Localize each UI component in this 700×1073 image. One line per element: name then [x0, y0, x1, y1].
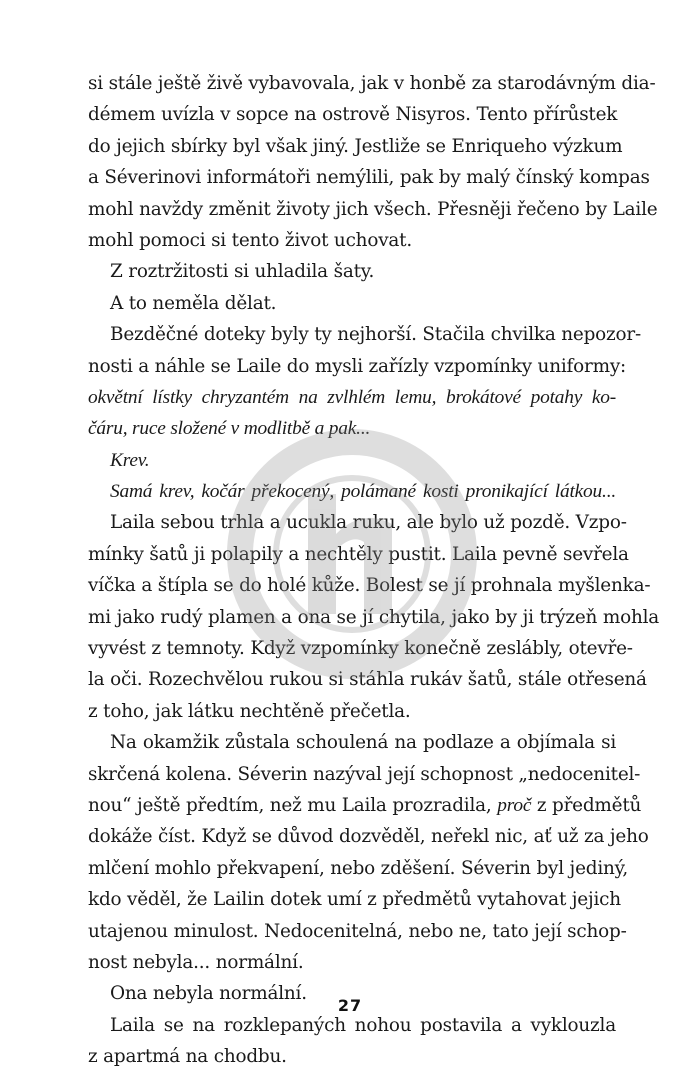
body-text — [88, 68, 660, 1073]
page-number: 27 — [337, 996, 363, 1015]
text-line: dokáže číst. Když se důvod dozvěděl, neřekl nic, ať už za jeho — [88, 826, 649, 848]
italic-word: proč — [497, 794, 532, 816]
text-line: kdo věděl, že Lailin dotek umí z předmětů vytahovat jejich — [88, 889, 621, 911]
text-line: Samá krev, kočár překocený, polámané kosti pronikající látkou... — [110, 481, 616, 503]
text-line: víčka a štípla se do holé kůže. Bolest se jí prohnala myšlenka- — [88, 575, 651, 597]
text-fragment: nou“ ještě předtím, než mu Laila prozradila, — [88, 794, 498, 816]
text-line: a Séverinovi informátoři nemýlili, pak by malý čínský kompas — [88, 167, 650, 189]
text-line — [88, 790, 642, 821]
text-line: nosti a náhle se Laile do mysli zařízly vzpomínky uniformy: — [88, 355, 627, 377]
text-line: si stále ještě živě vybavovala, jak v honbě za starodávným dia- — [88, 73, 656, 94]
text-line: z toho, jak látku nechtěně přečetla. — [88, 700, 411, 722]
text-line: mohl navždy změnit životy jich všech. Přesněji řečeno by Laile — [88, 198, 658, 220]
text-line: do jejich sbírky byl však jiný. Jestliže se Enriqueho výzkum — [88, 135, 623, 157]
text-line: vyvést z temnoty. Když vzpomínky konečně zeslábly, otevře- — [88, 638, 633, 660]
text-line: A to neměla dělat. — [110, 292, 277, 314]
text-line: Na okamžik zůstala schoulená na podlaze a objímala si — [110, 732, 616, 754]
text-line: z apartmá na chodbu. — [88, 1046, 287, 1068]
text-line: Krev. — [110, 449, 150, 471]
text-line: Bezděčné doteky byly ty nejhorší. Stačila chvilka nepozor- — [110, 324, 641, 346]
text-line: Z roztržitosti si uhladila šaty. — [110, 261, 375, 283]
text-line: démem uvízla v sopce na ostrově Nisyros. Tento přírůstek — [88, 104, 618, 126]
text-line: Laila sebou trhla a ucukla ruku, ale bylo už pozdě. Vzpo- — [110, 512, 627, 534]
text-line: Ona nebyla normální. — [110, 983, 307, 1005]
text-line: nost nebyla... normální. — [88, 951, 304, 973]
text-line: la oči. Rozechvělou rukou si stáhla rukáv šatů, stále otřesená — [88, 669, 647, 691]
text-fragment: z předmětů — [531, 794, 642, 816]
text-line: utajenou minulost. Nedocenitelná, nebo ne, tato její schop- — [88, 920, 627, 942]
text-line: okvětní lístky chryzantém na zvlhlém lemu, brokátové potahy ko- — [88, 386, 616, 408]
text-line: skrčená kolena. Séverin nazýval její schopnost „nedocenitel- — [88, 763, 641, 785]
text-line: mohl pomoci si tento život uchovat. — [88, 229, 412, 251]
text-line: mínky šatů ji polapily a nechtěly pustit. Laila pevně sevřela — [88, 543, 629, 565]
text-line: Laila se na rozklepaných nohou postavila a vyklouzla — [110, 1014, 616, 1036]
text-line: mi jako rudý plamen a ona se jí chytila, jako by ji trýzeň mohla — [88, 606, 660, 628]
text-line: čáru, ruce složené v modlitbě a pak... — [88, 418, 371, 440]
text-line: mlčení mohlo překvapení, nebo zděšení. Séverin byl jediný, — [88, 857, 629, 879]
